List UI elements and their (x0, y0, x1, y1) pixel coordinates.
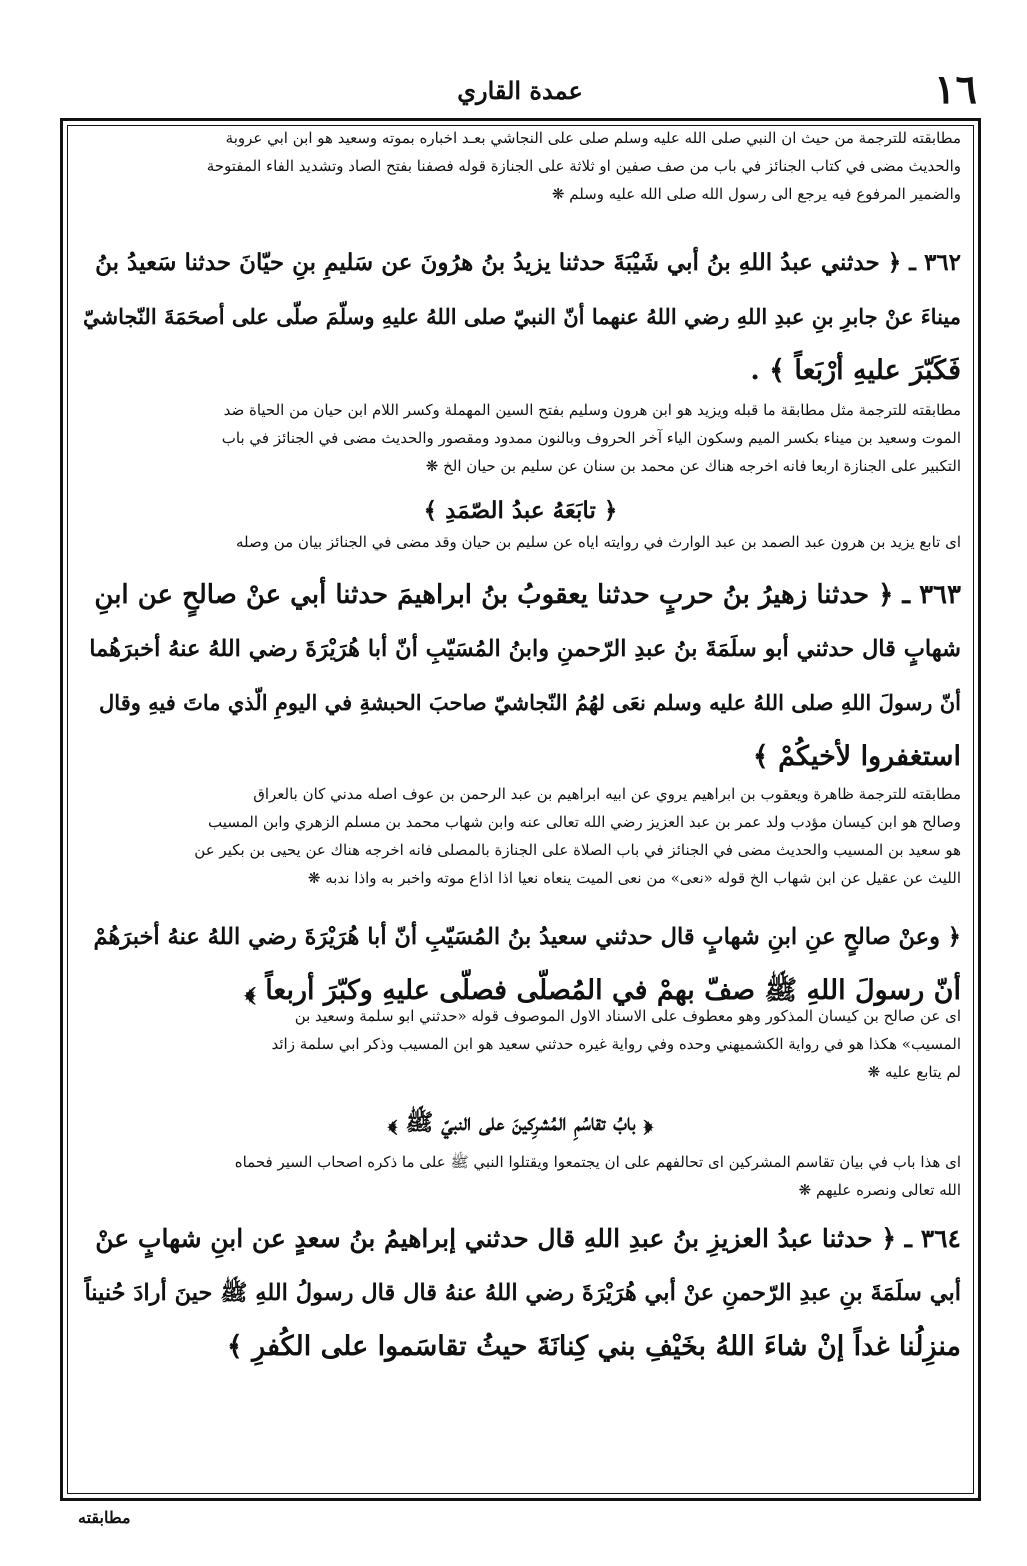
hadith-block-362 (68, 236, 973, 396)
heading-line: ﴿ بابُ تقاسُمِ المُشرِكينَ على النبيّ ﷺ ﴾ (388, 1109, 653, 1136)
text-line: وصالح هو ابن كيسان مؤدب ولد عمر بن عبد العزيز رضي الله تعالى عنه وابن شهاب محمد بن مسلم الزهري وابن المسيب (208, 813, 961, 831)
commentary-block (68, 124, 973, 236)
hadith-line: أنّ رسولَ اللهِ صلى اللهُ عليه وسلم نعَى لهُمُ النّجاشيّ صاحبَ الحبشةِ في اليومِ الّذي ماتَ فيهِ وقال (99, 690, 961, 715)
text-line: التكبير على الجنازة اربعا فانه اخرجه هناك عن محمد بن سنان عن سليم بن حيان الخ ❋ (425, 457, 961, 475)
hadith-block-364 (68, 1212, 973, 1378)
text-line: اى هذا باب في بيان تقاسم المشركين اى تحالفهم على ان يجتمعوا ويقتلوا النبي ﷺ على ما ذكره اصحاب السير فحماه (234, 1153, 961, 1171)
text-line: والضمير المرفوع فيه يرجع الى رسول الله صلى الله عليه وسلم ❋ (551, 185, 961, 203)
commentary-block (68, 1002, 973, 1098)
hadith-line: ٣٦٤ ـ ﴿ حدثنا عبدُ العزيزِ بنُ عبدِ اللهِ قال حدثني إبراهيمُ بنُ سعدٍ عن ابنِ شهابٍ عنْ (95, 1224, 961, 1253)
hadith-line: منزِلُنا غداً إنْ شاءَ اللهُ بخَيْفِ بني كِنانَةَ حيثُ تقاسَموا على الكُفرِ ﴾ (226, 1331, 961, 1362)
text-line: والحديث مضى في كتاب الجنائز في باب من صف صفين او ثلاثة على الجنازة قوله فصفنا بفتح الصاد وتشديد الفاء المفتوحة (206, 157, 961, 175)
text-line: الليث عن عقيل عن ابن شهاب الخ قوله «نعى» من نعى الميت ينعاه نعيا اذا اذاع موته واخبر به واذا ندبه ❋ (307, 869, 961, 887)
section-heading (68, 486, 973, 528)
hadith-line: استغفروا لأخيكُمْ ﴾ (752, 741, 961, 772)
hadith-line: شهابٍ قال حدثني أبو سلَمَةَ بنُ عبدِ الرّحمنِ وابنُ المُسَيّبِ أنّ أبا هُرَيْرَةَ رضي اللهُ عنهُ أخبرَهُما (89, 636, 961, 662)
text-line: الموت وسعيد بن ميناء بكسر الميم وسكون الياء آخر الحروف وبالنون ممدود ومقصور والحديث مضى في الجنائز في باب (221, 429, 961, 447)
commentary-block (68, 780, 973, 910)
page-header (55, 66, 985, 114)
hadith-line: فَكَبّرَ عليهِ أرْبَعاً ﴾ . (750, 355, 961, 386)
hadith-line: ٣٦٢ ـ ﴿ حدثني عبدُ اللهِ بنُ أبي شَيْبَةَ حدثنا يزيدُ بنُ هرُونَ عن سَليمِ بنِ حيّانَ حدثنا سَعيدُ بنُ (95, 249, 961, 276)
text-line: المسيب» هكذا هو في رواية الكشميهني وحده وفي رواية غيره حدثني سعيد هو ابن المسيب وذكر ابي سلمة زائد (271, 1035, 961, 1053)
text-line: اى عن صالح بن كيسان المذكور وهو معطوف على الاسناد الاول الموصوف قوله «حدثني ابو سلمة وسعيد بن (294, 1007, 961, 1025)
commentary-block (68, 528, 973, 568)
text-line: لم يتابع عليه ❋ (867, 1063, 961, 1081)
text-line: اى تابع يزيد بن هرون عبد الصمد بن عبد الوارث في روايته اياه عن سليم بن حيان وقد مضى في الجنائز بيان من وصله (235, 533, 961, 551)
hadith-block (68, 910, 973, 1006)
catchword: مطابقته (78, 1508, 131, 1527)
running-title: عمدة القاري (457, 76, 583, 105)
text-line: مطابقته للترجمة مثل مطابقة ما قبله ويزيد هو ابن هرون وسليم بفتح السين المهملة وكسر اللام ابن حيان من الحياة ضد (223, 401, 961, 419)
commentary-block (68, 396, 973, 486)
hadith-line: ميناءَ عنْ جابرِ بنِ عبدِ اللهِ رضي اللهُ عنهما أنّ النبيّ صلى اللهُ عليهِ وسلّمَ صلّى على أصحَمَةَ النّجاشيّ (83, 304, 961, 329)
text-line: الله تعالى ونصره عليهم ❋ (798, 1181, 961, 1199)
hadith-line: أنّ رسولَ اللهِ ﷺ صفّ بهمْ في المُصلّى فصلّى عليهِ وكبّرَ أربعاً ﴾ (244, 975, 961, 1006)
text-line: مطابقته للترجمة ظاهرة ويعقوب بن ابراهيم يروي عن ابيه ابراهيم بن عبد الرحمن بن عوف اصله مدني كان بالعراق (253, 785, 961, 803)
text-line: هو سعيد بن المسيب والحديث مضى في الجنائز في باب الصلاة على الجنازة بالمصلى فانه اخرجه هناك عن يحيى بن بكير عن (194, 841, 961, 859)
chapter-heading (68, 1098, 973, 1148)
hadith-block-363 (68, 568, 973, 780)
heading-line: ﴿ تابَعَهُ عبدُ الصّمَدِ ﴾ (423, 497, 618, 524)
hadith-line: ٣٦٣ ـ ﴿ حدثنا زهيرُ بنُ حربٍ حدثنا يعقوبُ بنُ ابراهيمَ حدثنا أبي عنْ صالحٍ عن ابنِ (94, 580, 961, 610)
text-line: مطابقته للترجمة من حيث ان النبي صلى الله عليه وسلم صلى على النجاشي بعـد اخباره بموته وسعيد هو ابن ابي عروبة (225, 129, 961, 147)
page-content (68, 124, 973, 1496)
hadith-line: ﴿ وعنْ صالحٍ عنِ ابنِ شهابٍ قال حدثني سعيدُ بنُ المُسَيّبِ أنّ أبا هُرَيْرَةَ رضي اللهُ عنهُ أخبرَهُمْ (93, 924, 961, 950)
commentary-block (68, 1148, 973, 1212)
page-number: ١٦ (934, 66, 977, 113)
hadith-line: أبي سلَمَةَ بنِ عبدِ الرّحمنِ عنْ أبي هُرَيْرَةَ رضي اللهُ عنهُ قال قال رسولُ اللهِ ﷺ حينَ أرادَ حُنيناً (84, 1280, 961, 1306)
